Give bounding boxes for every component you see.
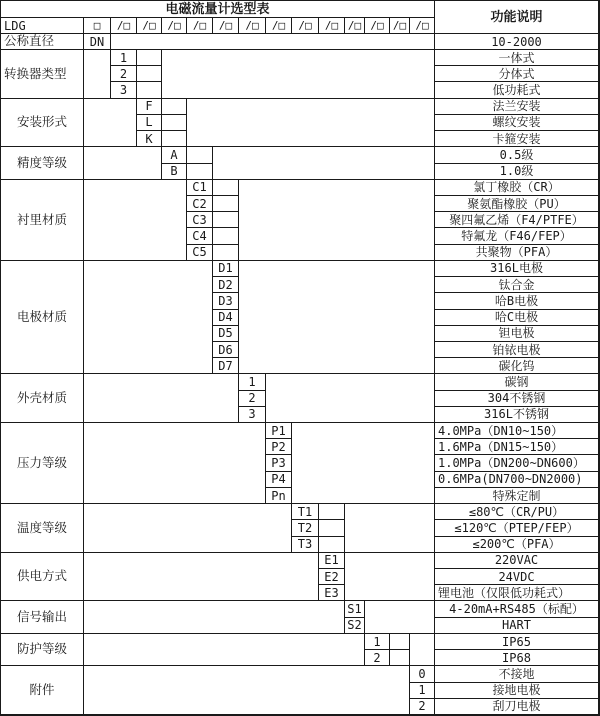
empty-cell <box>187 99 435 148</box>
empty-cell <box>162 115 187 131</box>
empty-cell <box>162 131 187 147</box>
desc-cell: ≤120℃（PTEP/FEP） <box>435 520 599 536</box>
desc-cell: ≤200℃（PFA） <box>435 537 599 553</box>
label-signal-output: 信号输出 <box>1 601 84 633</box>
code-cell: D3 <box>213 293 239 309</box>
desc-cell: 钽电极 <box>435 326 599 342</box>
empty-cell <box>137 82 162 98</box>
code-cell: E3 <box>319 585 345 601</box>
empty-cell <box>345 553 435 602</box>
label-accessories: 附件 <box>1 666 84 715</box>
model-slash-box: /□ <box>111 18 137 34</box>
empty-cell <box>345 504 435 553</box>
desc-cell: 钛合金 <box>435 277 599 293</box>
model-slash-box: /□ <box>345 18 365 34</box>
code-cell: 0 <box>410 666 435 682</box>
empty-cell <box>162 50 435 99</box>
empty-cell <box>365 601 435 633</box>
desc-cell: 刮刀电极 <box>435 699 599 715</box>
code-cell: 3 <box>239 407 266 423</box>
code-cell: C3 <box>187 212 213 228</box>
code-cell: C1 <box>187 180 213 196</box>
desc-cell: 低功耗式 <box>435 82 599 98</box>
code-cell: S1 <box>345 601 365 617</box>
empty-cell <box>84 423 266 504</box>
label-accuracy: 精度等级 <box>1 147 84 179</box>
empty-cell <box>111 34 435 50</box>
empty-cell <box>390 650 410 666</box>
model-slash-box: /□ <box>292 18 319 34</box>
code-cell: 3 <box>111 82 137 98</box>
desc-cell: 特殊定制 <box>435 488 599 504</box>
empty-cell <box>84 374 239 423</box>
empty-cell <box>319 520 345 536</box>
desc-cell: 1.6MPa（DN15~150） <box>435 439 599 455</box>
code-cell: 1 <box>365 634 390 650</box>
desc-cell: 聚四氟乙烯（F4/PTFE） <box>435 212 599 228</box>
model-slash-box: /□ <box>213 18 239 34</box>
empty-cell <box>84 601 345 633</box>
desc-cell: 哈C电极 <box>435 310 599 326</box>
empty-cell <box>213 245 239 261</box>
desc-cell: 铂铱电极 <box>435 342 599 358</box>
code-cell: C5 <box>187 245 213 261</box>
code-cell: F <box>137 99 162 115</box>
model-slash-box: /□ <box>365 18 390 34</box>
model-slash-box: /□ <box>390 18 410 34</box>
empty-cell <box>187 164 213 180</box>
table-title: 电磁流量计选型表 <box>1 1 435 18</box>
code-cell: P3 <box>266 455 292 471</box>
desc-cell: 螺纹安装 <box>435 115 599 131</box>
desc-cell: 接地电极 <box>435 683 599 699</box>
code-cell: 2 <box>111 66 137 82</box>
empty-cell <box>266 374 435 423</box>
desc-cell: IP65 <box>435 634 599 650</box>
empty-cell <box>410 634 435 666</box>
code-cell: 2 <box>239 391 266 407</box>
desc-cell: 哈B电极 <box>435 293 599 309</box>
empty-cell <box>213 228 239 244</box>
label-power-supply: 供电方式 <box>1 553 84 602</box>
code-cell: 1 <box>111 50 137 66</box>
empty-cell <box>84 180 187 261</box>
desc-cell: 4-20mA+RS485（标配） <box>435 601 599 617</box>
empty-cell <box>390 634 410 650</box>
desc-cell: 4.0MPa（DN10~150） <box>435 423 599 439</box>
code-cell: P4 <box>266 472 292 488</box>
code-cell: D5 <box>213 326 239 342</box>
code-cell: T3 <box>292 537 319 553</box>
desc-cell: 法兰安装 <box>435 99 599 115</box>
model-slash-box: /□ <box>410 18 435 34</box>
empty-cell <box>84 147 162 179</box>
empty-cell <box>84 553 319 602</box>
empty-cell <box>137 66 162 82</box>
desc-cell: 24VDC <box>435 569 599 585</box>
label-housing-material: 外壳材质 <box>1 374 84 423</box>
code-cell: B <box>162 164 187 180</box>
model-digit-box: □ <box>84 18 111 34</box>
empty-cell <box>319 537 345 553</box>
desc-cell: 碳化钨 <box>435 358 599 374</box>
model-slash-box: /□ <box>266 18 292 34</box>
desc-cell: 共聚物（PFA） <box>435 245 599 261</box>
empty-cell <box>84 504 292 553</box>
label-nominal-diameter: 公称直径 <box>1 34 84 50</box>
empty-cell <box>239 180 435 261</box>
code-cell: D4 <box>213 310 239 326</box>
code-cell: P1 <box>266 423 292 439</box>
empty-cell <box>84 50 111 99</box>
desc-cell: 220VAC <box>435 553 599 569</box>
code-cell: 1 <box>239 374 266 390</box>
empty-cell <box>187 147 213 163</box>
empty-cell <box>137 50 162 66</box>
code-cell: A <box>162 147 187 163</box>
desc-cell: 0.6MPa(DN700~DN2000) <box>435 472 599 488</box>
desc-cell: 分体式 <box>435 66 599 82</box>
label-lining-material: 衬里材质 <box>1 180 84 261</box>
model-slash-box: /□ <box>162 18 187 34</box>
model-slash-box: /□ <box>137 18 162 34</box>
code-cell: E2 <box>319 569 345 585</box>
code-cell: C2 <box>187 196 213 212</box>
empty-cell <box>84 261 213 375</box>
desc-cell: 卡箍安装 <box>435 131 599 147</box>
desc-cell: 304不锈钢 <box>435 391 599 407</box>
code-cell: D2 <box>213 277 239 293</box>
empty-cell <box>84 666 410 715</box>
desc-cell: 316L电极 <box>435 261 599 277</box>
label-converter-type: 转换器类型 <box>1 50 84 99</box>
desc-cell: 0.5级 <box>435 147 599 163</box>
desc-cell: 碳钢 <box>435 374 599 390</box>
code-cell: T2 <box>292 520 319 536</box>
desc-cell: 1.0MPa（DN200~DN600） <box>435 455 599 471</box>
empty-cell <box>213 196 239 212</box>
model-slash-box: /□ <box>187 18 213 34</box>
label-installation: 安装形式 <box>1 99 84 148</box>
desc-cell: 氯丁橡胶（CR） <box>435 180 599 196</box>
code-cell: T1 <box>292 504 319 520</box>
code-cell: C4 <box>187 228 213 244</box>
desc-cell: 1.0级 <box>435 164 599 180</box>
desc-cell: 聚氨酯橡胶（PU） <box>435 196 599 212</box>
label-pressure-rating: 压力等级 <box>1 423 84 504</box>
model-slash-box: /□ <box>239 18 266 34</box>
desc-cell: IP68 <box>435 650 599 666</box>
code-cell: D1 <box>213 261 239 277</box>
desc-cell: HART <box>435 618 599 634</box>
empty-cell <box>213 147 435 179</box>
code-cell: 2 <box>365 650 390 666</box>
empty-cell <box>239 261 435 375</box>
empty-cell <box>213 180 239 196</box>
empty-cell <box>84 634 365 666</box>
empty-cell <box>213 212 239 228</box>
code-cell: 1 <box>410 683 435 699</box>
empty-cell <box>84 99 137 148</box>
model-prefix: LDG <box>1 18 84 34</box>
code-cell: P2 <box>266 439 292 455</box>
code-cell: E1 <box>319 553 345 569</box>
desc-cell: 一体式 <box>435 50 599 66</box>
code-cell: DN <box>84 34 111 50</box>
label-electrode-material: 电极材质 <box>1 261 84 375</box>
desc-cell: ≤80℃（CR/PU） <box>435 504 599 520</box>
desc-cell: 10-2000 <box>435 34 599 50</box>
label-temperature-rating: 温度等级 <box>1 504 84 553</box>
code-cell: D7 <box>213 358 239 374</box>
code-cell: Pn <box>266 488 292 504</box>
empty-cell <box>162 99 187 115</box>
label-protection-rating: 防护等级 <box>1 634 84 666</box>
code-cell: S2 <box>345 618 365 634</box>
desc-cell: 锂电池（仅限低功耗式） <box>435 585 599 601</box>
empty-cell <box>319 504 345 520</box>
code-cell: L <box>137 115 162 131</box>
function-header: 功能说明 <box>435 1 599 34</box>
desc-cell: 特氟龙（F46/FEP） <box>435 228 599 244</box>
model-slash-box: /□ <box>319 18 345 34</box>
empty-cell <box>292 423 435 504</box>
desc-cell: 不接地 <box>435 666 599 682</box>
code-cell: K <box>137 131 162 147</box>
code-cell: 2 <box>410 699 435 715</box>
desc-cell: 316L不锈钢 <box>435 407 599 423</box>
code-cell: D6 <box>213 342 239 358</box>
